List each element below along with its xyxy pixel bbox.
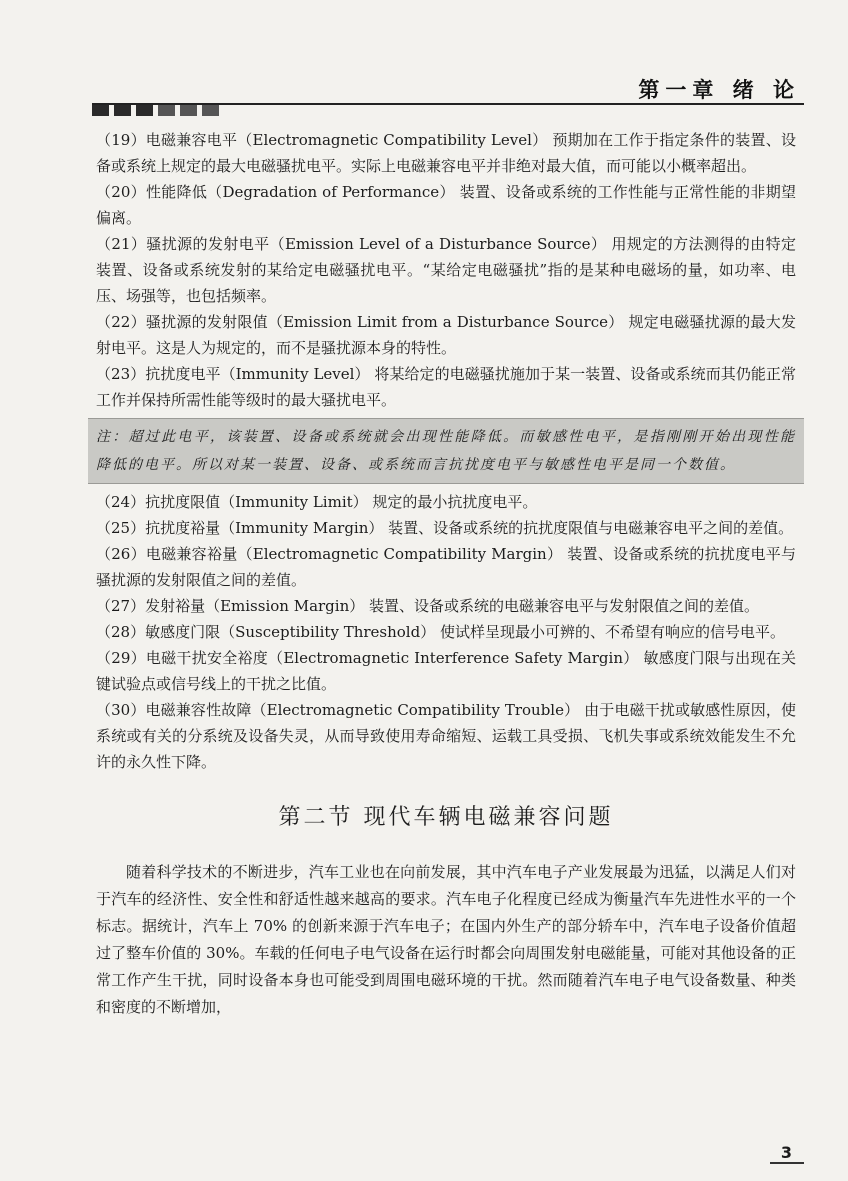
page-number: 3 <box>780 1143 792 1162</box>
definition-30: （30）电磁兼容性故障（Electromagnetic Compatibility Trouble） 由于电磁干扰或敏感性原因，使系统或有关的分系统及设备失灵，从而导致使用寿命缩短、运载工具受损、飞机失事或系统效能发生不允许的永久性下降。 <box>96 701 796 771</box>
definition-19: （19）电磁兼容电平（Electromagnetic Compatibility Level） 预期加在工作于指定条件的装置、设备或系统上规定的最大电磁骚扰电平。实际上电磁兼容电平并非绝对最大值，而可能以小概率超出。 <box>96 131 796 175</box>
definition-27: （27）发射裕量（Emission Margin） 装置、设备或系统的电磁兼容电平与发射限值之间的差值。 <box>96 597 760 615</box>
definition-22: （22）骚扰源的发射限值（Emission Limit from a Disturbance Source） 规定电磁骚扰源的最大发射电平。这是人为规定的，而不是骚扰源本身的特性。 <box>96 313 796 357</box>
definition-20: （20）性能降低（Degradation of Performance） 装置、设备或系统的工作性能与正常性能的非期望偏离。 <box>96 183 796 227</box>
header-decoration-blocks <box>92 104 219 116</box>
definition-24: （24）抗扰度限值（Immunity Limit） 规定的最小抗扰度电平。 <box>96 493 538 511</box>
chapter-title: 第一章 绪 论 <box>638 78 800 102</box>
definition-26: （26）电磁兼容裕量（Electromagnetic Compatibility Margin） 装置、设备或系统的抗扰度电平与骚扰源的发射限值之间的差值。 <box>96 545 796 589</box>
definition-21: （21）骚扰源的发射电平（Emission Level of a Disturbance Source） 用规定的方法测得的由特定装置、设备或系统发射的某给定电磁骚扰电平。“某给定电磁骚扰”指的是某种电磁场的量，如功率、电压、场强等，也包括频率。 <box>96 235 796 305</box>
header-rule <box>92 103 804 105</box>
section-body: 随着科学技术的不断进步，汽车工业也在向前发展，其中汽车电子产业发展最为迅猛，以满足人们对于汽车的经济性、安全性和舒适性越来越高的要求。汽车电子化程度已经成为衡量汽车先进性水平的一个标志。据统计，汽车上 70% 的创新来源于汽车电子；在国内外生产的部分轿车中，汽车电子设备价值超过了整车价值的 30%。车载的任何电子电气设备在运行时都会向周围发射电磁能量，可能对其他设备的正常工作产生干扰，同时设备本身也可能受到周围电磁环境的干扰。然而随着汽车电子电气设备数量、种类和密度的不断增加， <box>96 863 796 1016</box>
definition-29: （29）电磁干扰安全裕度（Electromagnetic Interference Safety Margin） 敏感度门限与出现在关键试验点或信号线上的干扰之比值。 <box>96 649 796 693</box>
definition-25: （25）抗扰度裕量（Immunity Margin） 装置、设备或系统的抗扰度限值与电磁兼容电平之间的差值。 <box>96 519 794 537</box>
definition-23: （23）抗扰度电平（Immunity Level） 将某给定的电磁骚扰施加于某一装置、设备或系统而其仍能正常工作并保持所需性能等级时的最大骚扰电平。 <box>96 365 796 409</box>
page-number-rule <box>770 1162 804 1164</box>
page-content <box>96 127 796 1021</box>
section-title: 第二节 现代车辆电磁兼容问题 <box>278 805 614 830</box>
definition-28: （28）敏感度门限（Susceptibility Threshold） 使试样呈现最小可辨的、不希望有响应的信号电平。 <box>96 623 785 641</box>
note-box: 注：超过此电平，该装置、设备或系统就会出现性能降低。而敏感性电平，是指刚刚开始出现性能降低的电平。所以对某一装置、设备、或系统而言抗扰度电平与敏感性电平是同一个数值。 <box>88 418 804 484</box>
